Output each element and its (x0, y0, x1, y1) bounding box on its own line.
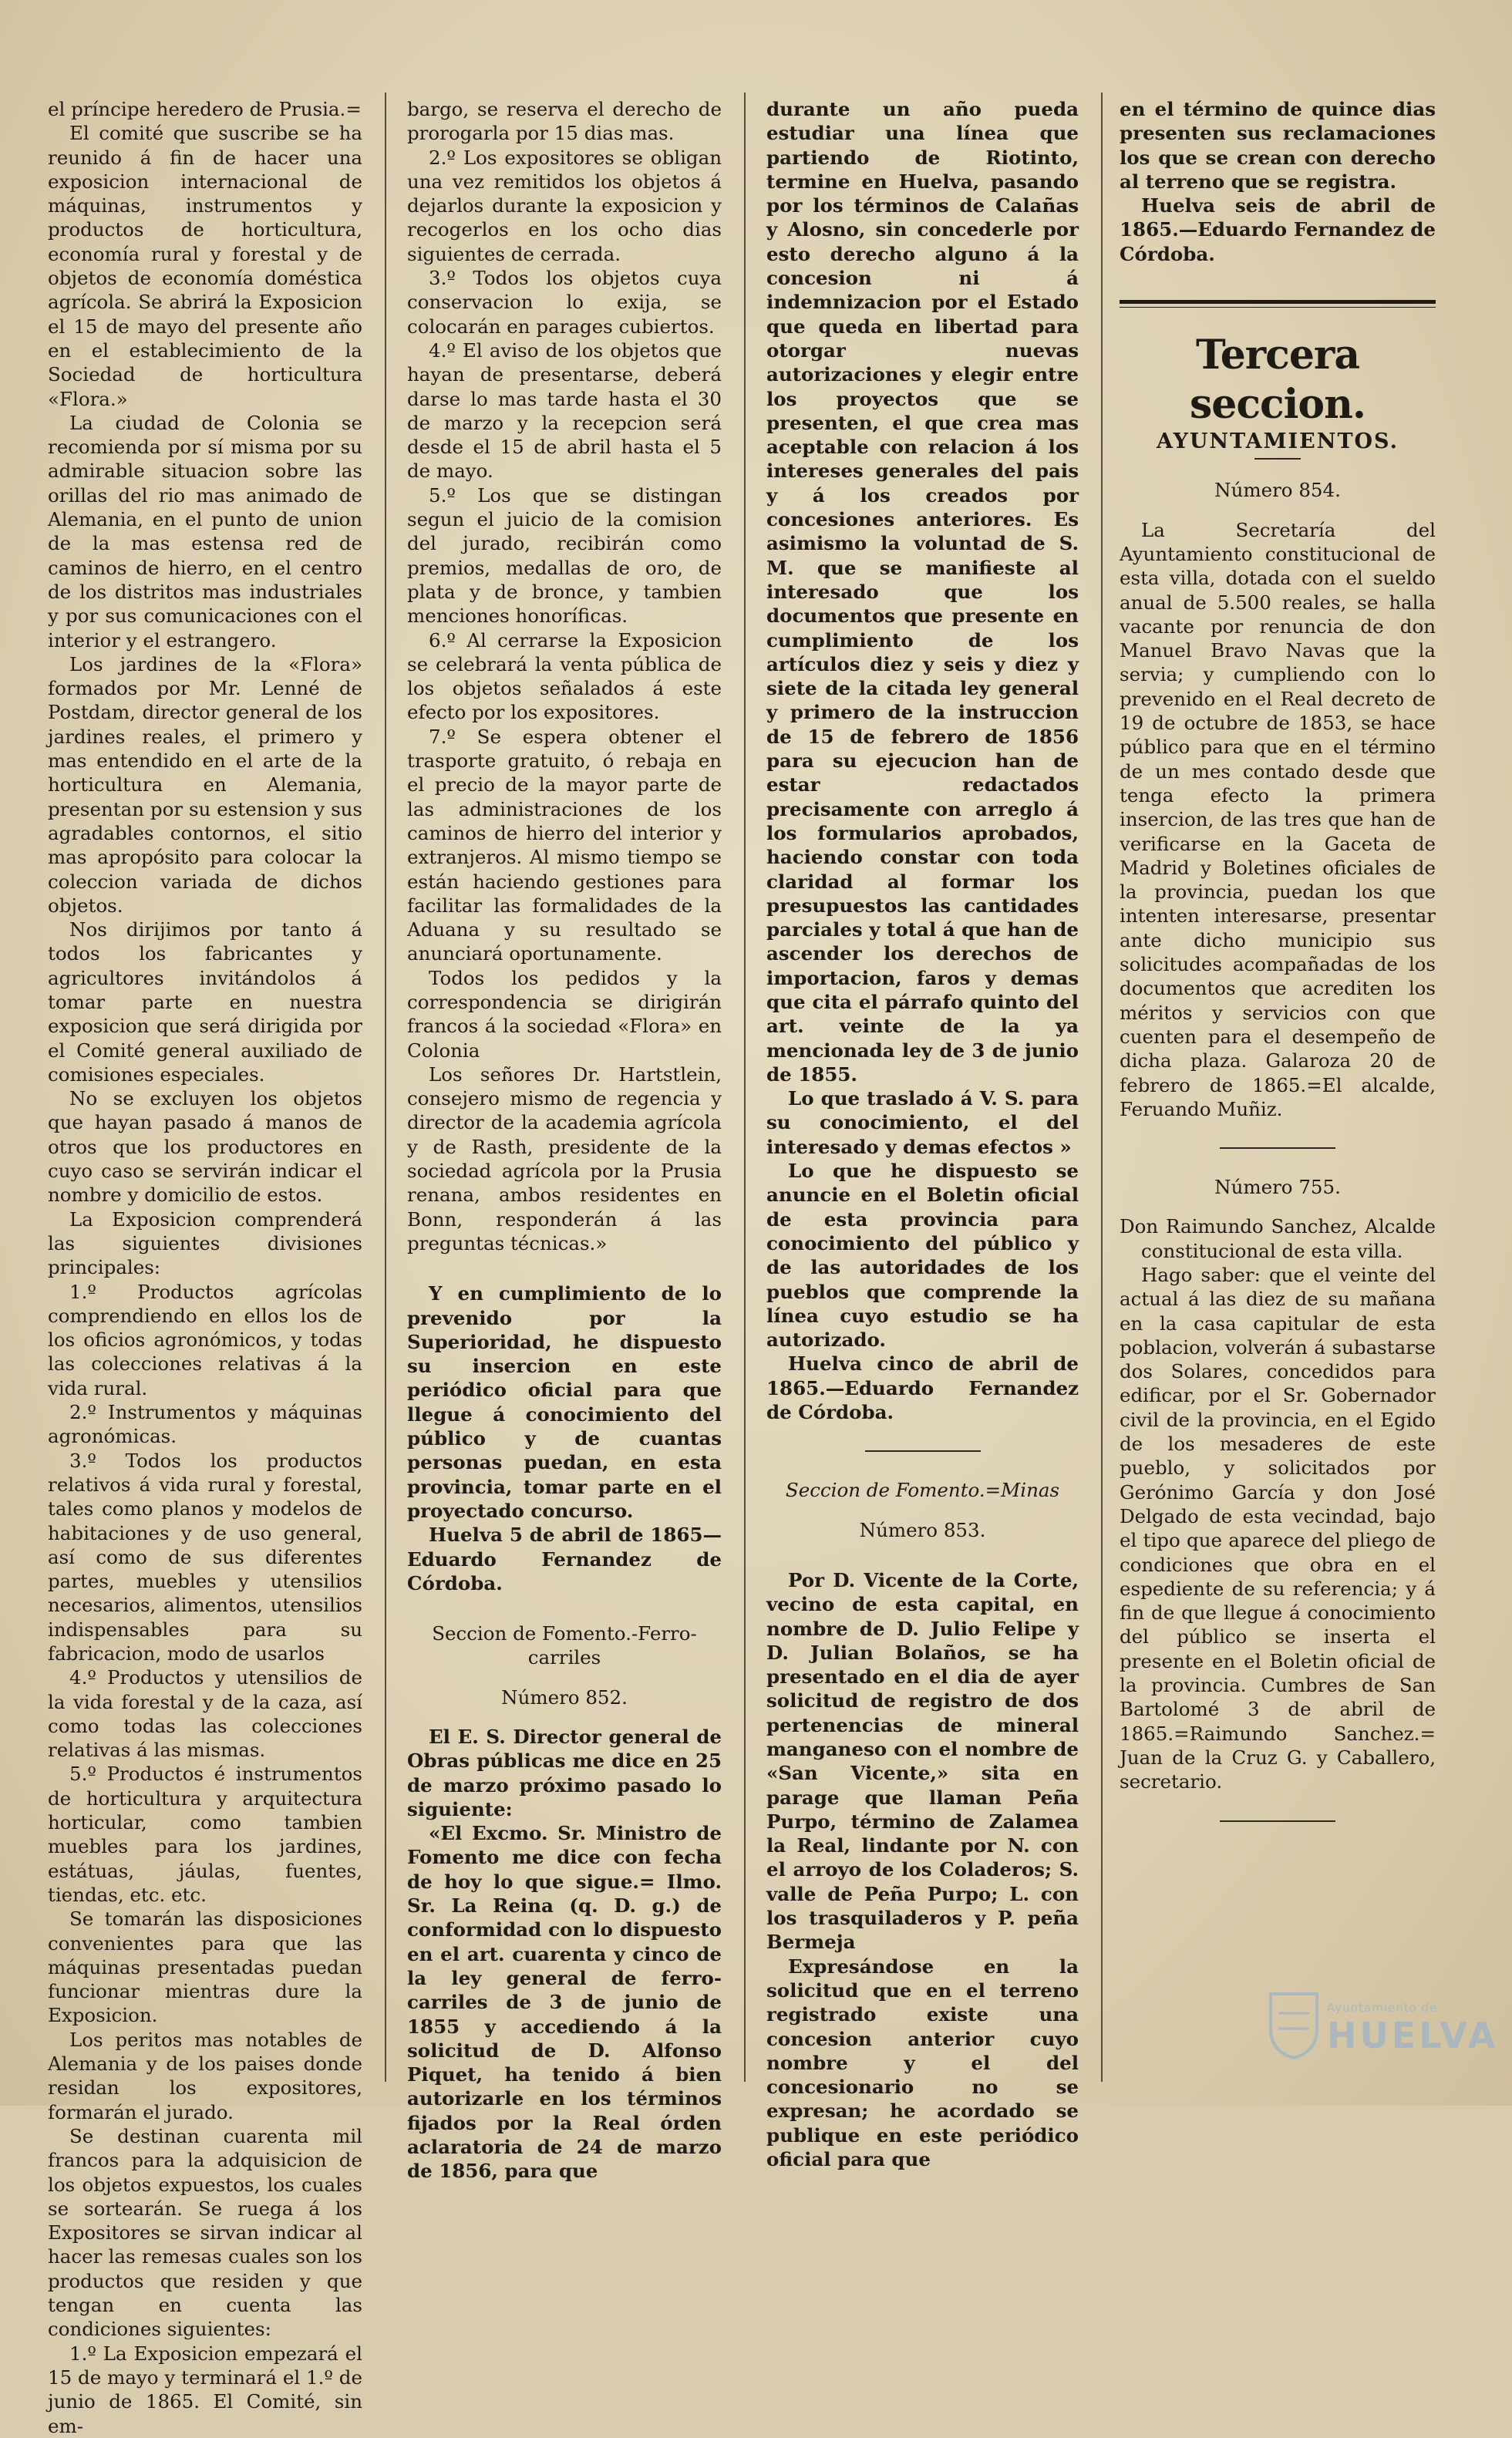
paragraph: Se tomarán las disposiciones convenientes para que las máquinas presentadas puedan funcionar mientras dure la Exposicion. (48, 1908, 362, 2027)
paragraph: 2.º Los expositores se obligan una vez remitidos los objetos á dejarlos durante la exposicion y recogerlos en los ocho dias siguientes de cerrada. (407, 146, 722, 265)
column-2 (407, 97, 722, 2183)
notice-number: Número 755. (1214, 1176, 1341, 1199)
shield-icon (1267, 1990, 1321, 2059)
paragraph: 7.º Se espera obtener el trasporte gratuito, ó rebaja en el precio de la mayor parte de las administraciones de los caminos de hierro del interior y extranjeros. Al mismo tiempo se están haciendo gestiones para facilitar las formalidades de la Aduana y su resultado se anunciará oportunamente. (407, 725, 722, 965)
notice-paragraph: «El Excmo. Sr. Ministro de Fomento me dice con fecha de hoy lo que sigue.= Ilmo. Sr. La Reina (q. D. g.) de conformidad con lo dispuesto en el art. cuarenta y cinco de la ley general de ferro-carriles de 3 de junio de 1855 y accediendo á la solicitud de D. Alfonso Piquet, ha tenido á bien autorizarle en los términos fijados por la Real órden aclaratoria de 24 de marzo de 1856, para que (407, 1822, 722, 2183)
secretary-vacancy-notice: La Secretaría del Ayuntamiento constitucional de esta villa, dotada con el sueldo anual de 5.500 reales, se halla vacante por renuncia de don Manuel Bravo Navas que la servia; y cumpliendo con lo prevenido en el Real decreto de 19 de octubre de 1853, se hace público para que en el término de un mes contado desde que tenga efecto la primera insercion, de las tres que han de verificarse en la Gaceta de Madrid y Boletines oficiales de la provincia, puedan los que intenten interesarse, presentar ante dicho municipio sus solicitudes acompañadas de los documentos que acrediten los méritos y servicios con que cuenten para el desempeño de dicha plaza. Galaroza 20 de febrero de 1865.=El alcalde, Feruando Muñiz. (1120, 518, 1436, 1120)
subsection-heading: AYUNTAMIENTOS. (1157, 429, 1399, 454)
notice-paragraph: en el término de quince dias presenten sus reclamaciones los que se crean con derecho al terreno que se registra. (1120, 98, 1436, 193)
column-divider (1101, 93, 1103, 2082)
column-4 (1120, 97, 1436, 2079)
separator-rule (865, 1450, 981, 1452)
notice-number: Número 853. (859, 1518, 986, 1541)
mayor-title: Don Raimundo Sanchez, Alcalde constitucional de esta villa. (1120, 1215, 1436, 1262)
paragraph: 3.º Todos los objetos cuya conservacion lo exija, se colocarán en parages cubiertos. (407, 267, 722, 338)
paragraph: 2.º Instrumentos y máquinas agronómicas. (48, 1401, 362, 1448)
section-title: Seccion de Fomento.=Minas (785, 1479, 1060, 1502)
paragraph: Todos los pedidos y la correspondencia se dirigirán francos á la sociedad «Flora» en Colonia (407, 966, 722, 1062)
paragraph: La ciudad de Colonia se recomienda por sí misma por su admirable situacion sobre las orillas del rio mas animado de Alemania, en el punto de union de la mas estensa red de caminos de hierro, en el centro de los distritos mas industriales y por sus comunicaciones con el interior y el estrangero. (48, 411, 362, 652)
separator-rule (1220, 1147, 1335, 1149)
notice-paragraph: El E. S. Director general de Obras públicas me dice en 25 de marzo próximo pasado lo siguiente: (407, 1726, 722, 1820)
section-rule-thick (1120, 300, 1436, 304)
paragraph: Los jardines de la «Flora» formados por Mr. Lenné de Postdam, director general de los jardines reales, el primero y mas entendido en el arte de la horticultura en Alemania, presentan por su estension y sus agradables contornos, el sitio mas apropósito para colocar la coleccion variada de dichos objetos. (48, 652, 362, 917)
compliance-paragraph: Y en cumplimiento de lo prevenido por la Superioridad, he dispuesto su insercion en este periódico oficial para que llegue á conocimiento del público y de cuantas personas puedan, en esta provincia, tomar parte en el proyectado concurso. (407, 1282, 722, 1522)
paragraph: 5.º Productos é instrumentos de horticultura y arquitectura horticular, como tambien muebles para los jardines, estátuas, jáulas, fuentes, tiendas, etc. etc. (48, 1763, 362, 1906)
signature: Huelva 5 de abril de 1865—Eduardo Fernandez de Córdoba. (407, 1524, 722, 1594)
separator-rule (1220, 1820, 1335, 1822)
separator-rule (1254, 458, 1301, 460)
column-divider (385, 93, 386, 2082)
paragraph: El comité que suscribe se ha reunido á fin de hacer una exposicion internacional de máquinas, instrumentos y productos de horticultura, economía rural y forestal y de objetos de economía doméstica agrícola. Se abrirá la Exposicion el 15 de mayo del presente año en el establecimiento de la Sociedad de horticultura «Flora.» (48, 122, 362, 410)
paragraph: 3.º Todos los productos relativos á vida rural y forestal, tales como planos y modelos de habitaciones y de uso general, así como de sus diferentes partes, muebles y utensilios necesarios, alimentos, utensilios indispensables para su fabricacion, modo de usarlos (48, 1449, 362, 1665)
paragraph: Los señores Dr. Hartstlein, consejero mismo de regencia y director de la academia agrícola y de Rasth, presidente de la sociedad agrícola por la Prusia renana, ambos residentes en Bonn, responderán á las preguntas técnicas.» (407, 1062, 722, 1254)
paragraph: 1.º Productos agrícolas comprendiendo en ellos los de los oficios agronómicos, y todas las colecciones relativas á la vida rural. (48, 1280, 362, 1399)
archive-watermark (1267, 1959, 1498, 2075)
watermark-small-text: Ayuntamiento de (1327, 2001, 1438, 2015)
mining-registration: Por D. Vicente de la Corte, vecino de esta capital, en nombre de D. Julio Felipe y D. Julian Bolaños, se ha presentado en el dia de ayer solicitud de registro de dos pertenencias de mineral manganeso con el nombre de «San Vicente,» sita en parage que llaman Peña Purpo, término de Zalamea la Real, lindante por N. con el arroyo de los Coladeros; S. valle de Peña Purpo; L. con los trasquiladeros y P. peña Bermeja (766, 1568, 1079, 1954)
auction-notice: Hago saber: que el veinte del actual á las diez de su mañana en la casa capitular de esta poblacion, volverán á subastarse dos Solares, concedidos para edificar, por el Sr. Gobernador civil de la provincia, en el Egido de los mesaderes de este pueblo, y solicitados por Gerónimo García y don José Delgado de esta vecindad, bajo el tipo que aparece del pliego de condiciones que obra en el espediente de su referencia; y á fin de que llegue á conocimiento del público se inserta el presente en el Boletin oficial de la provincia. Cumbres de San Bartolomé 3 de abril de 1865.=Raimundo Sanchez.= Juan de la Cruz G. y Caballero, secretario. (1120, 1263, 1436, 1793)
notice-number: Número 852. (501, 1685, 628, 1709)
paragraph: 4.º El aviso de los objetos que hayan de presentarse, deberá darse lo mas tarde hasta el 30 de marzo y la recepcion será desde el 15 de abril hasta el 5 de mayo. (407, 338, 722, 483)
paragraph: 4.º Productos y utensilios de la vida forestal y de la caza, así como todas las colecciones relativas á las mismas. (48, 1666, 362, 1762)
watermark-big-text: HUELVA (1327, 2015, 1499, 2056)
column-3 (766, 97, 1079, 2171)
signature: Huelva seis de abril de 1865.—Eduardo Fernandez de Córdoba. (1120, 194, 1436, 265)
notice-paragraph: Lo que he dispuesto se anuncie en el Boletin oficial de esta provincia para conocimiento del público y de las autoridades de los pueblos que comprende la línea cuyo estudio se ha autorizado. (766, 1160, 1079, 1352)
paragraph: 6.º Al cerrarse la Exposicion se celebrará la venta pública de los objetos señalados á este efecto por los expositores. (407, 628, 722, 724)
paragraph: La Exposicion comprenderá las siguientes divisiones principales: (48, 1207, 362, 1279)
paragraph: No se excluyen los objetos que hayan pasado á manos de otros que los productores en cuyo caso se servirán indicar el nombre y domicilio de estos. (48, 1087, 362, 1207)
section-heading: Tercera seccion. (1189, 332, 1366, 429)
paragraph: Los peritos mas notables de Alemania y de los paises donde residan los expositores, formarán el jurado. (48, 2028, 362, 2123)
column-divider (744, 93, 746, 2082)
notice-paragraph: durante un año pueda estudiar una línea que partiendo de Riotinto, termine en Huelva, pasando por los términos de Calañas y Alosno, sin concederle por esto derecho alguno á la concesion ni á indemnizacion por el Estado que queda en libertad para otorgar nuevas autorizaciones y elegir entre los proyectos que se presenten, el que crea mas aceptable con relacion á los intereses generales del pais y á los creados por concesiones anteriores. Es asimismo la voluntad de S. M. que se manifieste al interesado que los documentos que presente en cumplimiento de los artículos diez y seis y diez y siete de la citada ley general y primero de la instruccion de 15 de febrero de 1856 para su ejecucion han de estar redactados precisamente con arreglo á los formularios aprobados, haciendo constar con toda claridad al formar los presupuestos las cantidades parciales y total á que han de ascender los derechos de importacion, faros y demas que cita el párrafo quinto del art. veinte de la ya mencionada ley de 3 de junio de 1855. (766, 98, 1079, 1086)
exposition-announcement (48, 97, 362, 2438)
paragraph: 5.º Los que se distingan segun el juicio de la comision del jurado, recibirán como premios, medallas de oro, de plata y de bronce, y tambien menciones honoríficas. (407, 483, 722, 628)
exposition-conditions (407, 97, 722, 1255)
section-title: Seccion de Fomento.-Ferro-carriles (432, 1622, 697, 1669)
paragraph: 1.º La Exposicion empezará el 15 de mayo y terminará el 1.º de junio de 1865. El Comité, sin em- (48, 2342, 362, 2437)
paragraph: el príncipe heredero de Prusia.= (48, 98, 362, 120)
section-rule-thin (1120, 307, 1436, 308)
notice-number: Número 854. (1214, 479, 1341, 502)
mining-registration: Expresándose en la solicitud que en el terreno registrado existe una concesion anterior cuyo nombre y el del concesionario no se expresan; he acordado se publique en este periódico oficial para que (766, 1955, 1079, 2171)
paragraph: Nos dirijimos por tanto á todos los fabricantes y agricultores invitándolos á tomar parte en nuestra exposicion que será dirigida por el Comité general auxiliado de comisiones especiales. (48, 918, 362, 1086)
paragraph: bargo, se reserva el derecho de prorogarla por 15 dias mas. (407, 98, 722, 145)
signature: Huelva cinco de abril de 1865.—Eduardo Fernandez de Córdoba. (766, 1352, 1079, 1424)
notice-paragraph: Lo que traslado á V. S. para su conocimiento, el del interesado y demas efectos » (766, 1087, 1079, 1158)
paragraph: Se destinan cuarenta mil francos para la adquisicion de los objetos expuestos, los cuales se sortearán. Se ruega á los Expositores se sirvan indicar al hacer las remesas cuales son los productos que residen y que tengan en cuenta las condiciones siguientes: (48, 2124, 362, 2341)
column-1 (48, 97, 362, 2437)
